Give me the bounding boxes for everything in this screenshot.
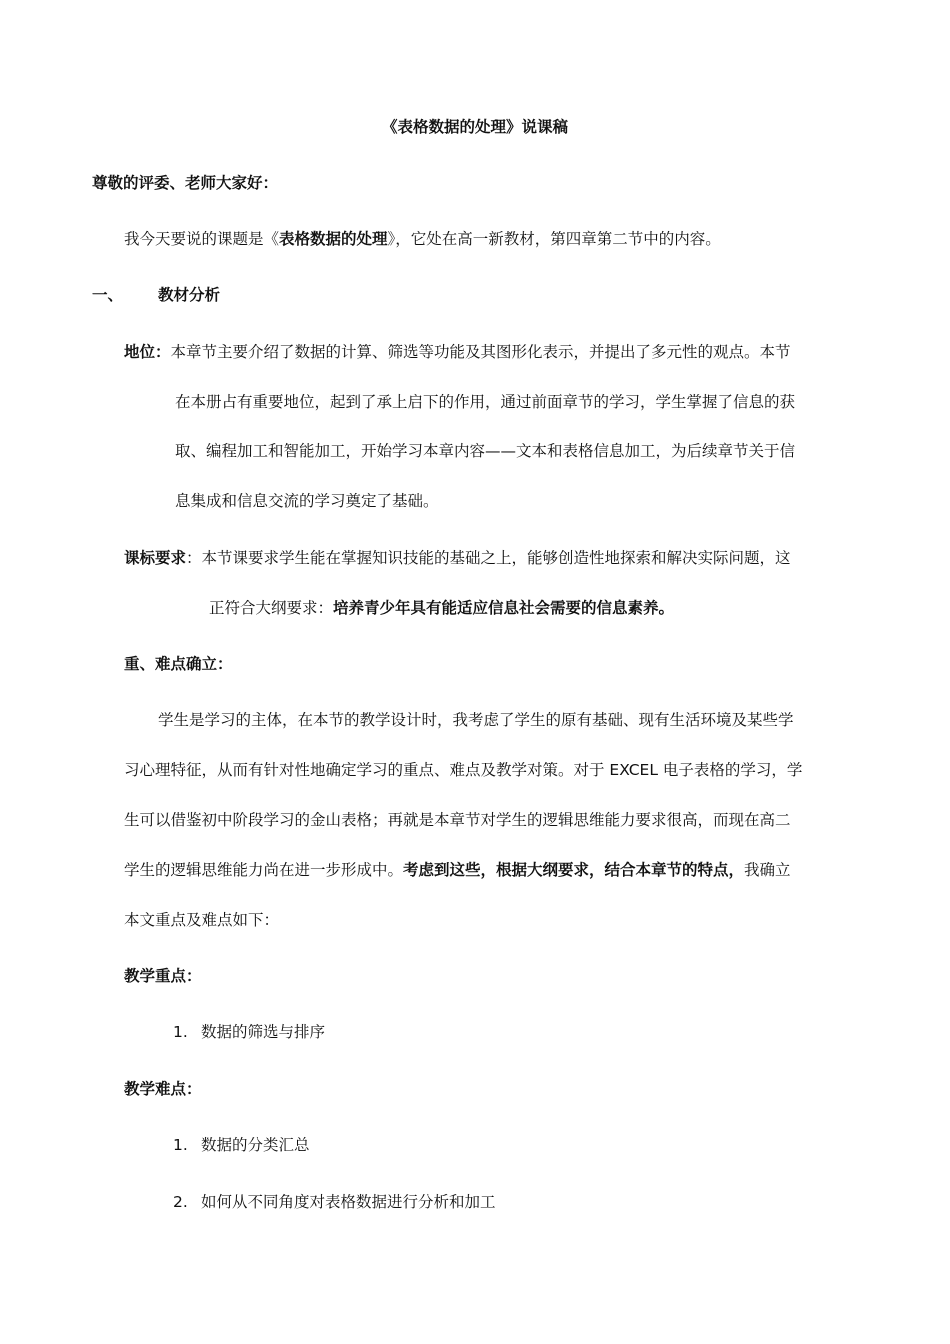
difficulty-item-number-2: 2.	[173, 1193, 188, 1211]
key-points-line-4	[124, 859, 791, 881]
intro-paragraph	[124, 228, 721, 250]
key-points-line-3: 生可以借鉴初中阶段学习的金山表格；再就是本章节对学生的逻辑思维能力要求很高，而现在高二	[124, 811, 791, 829]
standard-emphasis: 培养青少年具有能适应信息社会需要的信息素养。	[333, 599, 675, 617]
standard-text-1: ：本节课要求学生能在掌握知识技能的基础之上，能够创造性地探索和解决实际问题，这	[186, 549, 791, 567]
difficulty-item-number-1: 1.	[173, 1136, 188, 1154]
key-points-text-4: 学生的逻辑思维能力尚在进一步形成中。	[124, 861, 404, 879]
greeting: 尊敬的评委、老师大家好：	[92, 174, 279, 192]
key-points-text-4-end: 我确立	[744, 861, 791, 879]
intro-topic: 表格数据的处理	[279, 230, 388, 248]
intro-before: 我今天要说的课题是《	[124, 230, 280, 248]
position-text-1: 本章节主要介绍了数据的计算、筛选等功能及其图形化表示，并提出了多元性的观点。本节	[170, 343, 791, 361]
position-line-4: 息集成和信息交流的学习奠定了基础。	[175, 492, 439, 510]
teaching-focus-heading: 教学重点：	[124, 967, 202, 985]
section-heading: 教材分析	[158, 286, 221, 304]
intro-after: 》，它处在高一新教材，第四章第二节中的内容。	[387, 230, 721, 248]
focus-item-text: 数据的筛选与排序	[201, 1023, 326, 1041]
position-label: 地位：	[124, 343, 171, 361]
key-points-emphasis: 考虑到这些，根据大纲要求，结合本章节的特点，	[403, 861, 745, 879]
difficulty-item-text-2: 如何从不同角度对表格数据进行分析和加工	[201, 1193, 496, 1211]
key-points-line-1: 学生是学习的主体，在本节的教学设计时，我考虑了学生的原有基础、现有生活环境及某些学	[158, 711, 794, 729]
page-title: 《表格数据的处理》说课稿	[381, 118, 568, 136]
position-line-3: 取、编程加工和智能加工，开始学习本章内容——文本和表格信息加工，为后续章节关于信	[175, 442, 796, 460]
position-line-1	[124, 341, 791, 363]
standard-text-2: 正符合大纲要求：	[209, 599, 334, 617]
section-number: 一、	[92, 286, 124, 304]
standard-line-1	[124, 547, 791, 569]
standard-label: 课标要求	[124, 549, 187, 567]
key-points-line-5: 本文重点及难点如下：	[124, 911, 280, 929]
standard-line-2	[209, 597, 674, 619]
key-points-line-2: 习心理特征，从而有针对性地确定学习的重点、难点及教学对策。对于 EXCEL 电子表格的学习，学	[124, 761, 803, 779]
teaching-difficulty-heading: 教学难点：	[124, 1080, 202, 1098]
difficulty-item-text-1: 数据的分类汇总	[201, 1136, 310, 1154]
key-points-heading: 重、难点确立：	[124, 655, 233, 673]
focus-item-number: 1.	[173, 1023, 188, 1041]
position-line-2: 在本册占有重要地位，起到了承上启下的作用，通过前面章节的学习，学生掌握了信息的获	[175, 393, 796, 411]
